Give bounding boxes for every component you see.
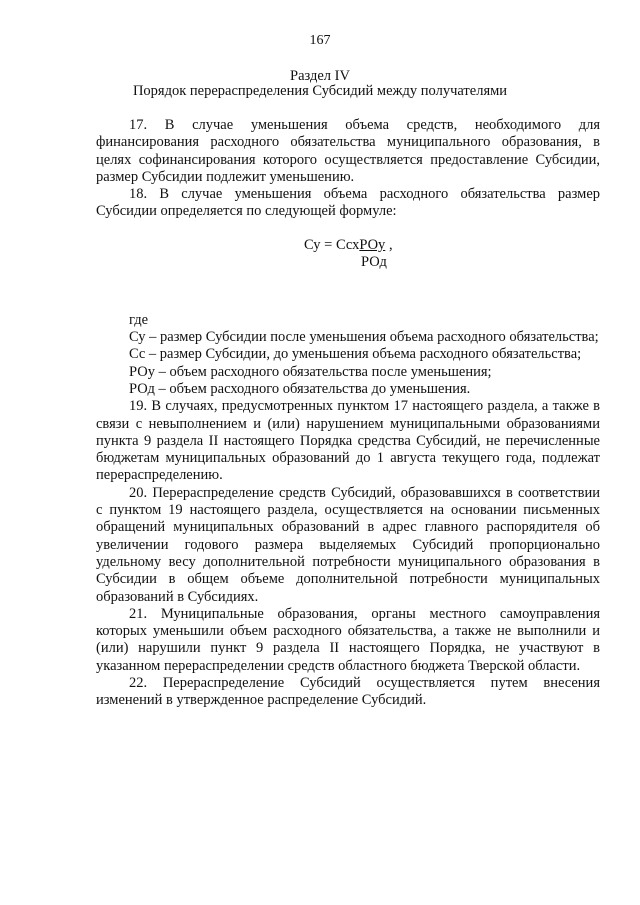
formula-numerator: РОу <box>359 236 386 253</box>
definition-su: Су – размер Субсидии после уменьшения объема расходного обязательства; <box>129 329 599 346</box>
definition-rod: РОд – объем расходного обязательства до уменьшения. <box>129 380 471 397</box>
where-label: где <box>129 311 149 328</box>
paragraph-18: 18. В случае уменьшения объема расходного обязательства размер Субсидии определяется по следующей формуле: <box>96 186 600 220</box>
formula-numerator-line <box>304 237 393 254</box>
page-number: 167 <box>309 33 331 48</box>
formula-suffix: , <box>385 236 393 253</box>
formula <box>96 237 600 312</box>
definition-ss: Сс – размер Субсидии, до уменьшения объема расходного обязательства; <box>129 346 582 363</box>
formula-lhs: Су = Ссх <box>304 236 360 253</box>
formula-denominator: РОд <box>361 253 387 270</box>
paragraph-19: 19. В случаях, предусмотренных пунктом 17 настоящего раздела, а также в связи с невыполнением и (или) нарушением муниципальными образованиями пункта 9 раздела II настоящего Порядка средства Субсидий, не перечисленные бюджетам муниципальных образований до 1 августа текущего года, подлежат перераспределению. <box>96 398 600 484</box>
section-title: Раздел IV <box>290 68 350 84</box>
document-body <box>96 117 600 710</box>
paragraph-21: 21. Муниципальные образования, органы местного самоуправления которых уменьшили объем расходного обязательства, а также не выполнили и (или) нарушили пункт 9 раздела II настоящего Порядка, не участвуют в указанном перераспределении средств областного бюджета Тверской области. <box>96 605 600 674</box>
section-subtitle: Порядок перераспределения Субсидий между получателями <box>132 83 508 99</box>
paragraph-17: 17. В случае уменьшения объема средств, необходимого для финансирования расходного обязательства муниципального образования, в целях софинансирования которого осуществляется предоставление Субсидии, размер Субсидии подлежит уменьшению. <box>96 117 600 185</box>
paragraph-20: 20. Перераспределение средств Субсидий, образовавшихся в соответствии с пунктом 19 настоящего раздела, осуществляется на основании письменных обращений муниципальных образований в адрес главного распорядителя об увеличении годового размера выделяемых Субсидий пропорционально удельному весу дополнительной потребности муниципального образования в Субсидии в общем объеме дополнительной потребности муниципальных образований в Субсидиях. <box>96 484 600 605</box>
paragraph-22: 22. Перераспределение Субсидий осуществляется путем внесения изменений в утвержденное распределение Субсидий. <box>96 675 600 709</box>
definition-rou: РОу – объем расходного обязательства после уменьшения; <box>129 363 492 380</box>
